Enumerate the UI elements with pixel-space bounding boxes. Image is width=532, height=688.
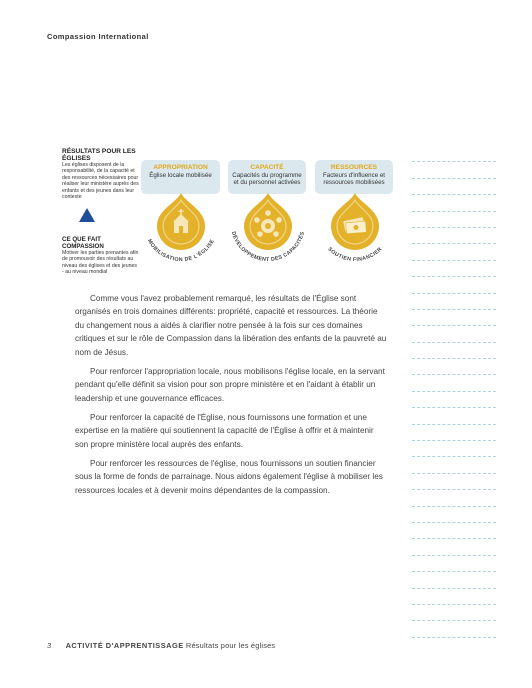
- note-line: [412, 162, 496, 178]
- note-line: [412, 605, 496, 621]
- note-line: [412, 375, 496, 391]
- footer-topic: Résultats pour les églises: [185, 641, 276, 650]
- results-text: Les églises disposent de la responsabilité, de la capacité et des ressources nécessaires pour réaliser leur ministère auprès des enfants et des jeunes dans leur contexte: [62, 162, 139, 201]
- note-line: [412, 179, 496, 195]
- box-subtitle: Église locale mobilisée: [149, 172, 212, 179]
- note-line: [412, 343, 496, 359]
- note-line: [412, 523, 496, 539]
- arc-label: DÉVELOPPEMENT DES CAPACITÉS: [229, 230, 307, 264]
- body-text: [75, 292, 388, 503]
- org-header: Compassion International: [47, 32, 149, 41]
- box-title: APPROPRIATION: [153, 164, 208, 171]
- paragraph: Comme vous l'avez probablement remarqué, les résultats de l'Église sont organisés en trois domaines différents: propriété, capacité et ressources. La théorie du changement nous a aidés à clarifier notre pensée à la fois sur ces domaines critiques et sur le rôle de Compassion dans la libération des enfants de la pauvreté au nom de Jésus.: [75, 294, 387, 357]
- results-heading: RÉSULTATS POUR LES ÉGLISES: [62, 148, 136, 162]
- what-text: Motiver les parties prenantes afin de promouvoir des résultats au niveau des églises et des jeunes - au niveau mondial: [62, 250, 139, 276]
- note-line: [412, 261, 496, 277]
- note-line: [412, 212, 496, 228]
- arc-label: MOBILISATION DE L'ÉGLISE: [146, 238, 216, 264]
- note-line: [412, 441, 496, 457]
- what-heading: CE QUE FAIT COMPASSION: [62, 236, 104, 250]
- arc-label: SOUTIEN FINANCIER: [326, 246, 384, 264]
- triangle-icon: [79, 208, 95, 222]
- results-block: [62, 148, 140, 200]
- note-line: [412, 539, 496, 555]
- note-line: [412, 556, 496, 572]
- drop-ressources: [326, 193, 383, 263]
- note-line: [412, 326, 496, 342]
- drops-graphic: [136, 186, 406, 272]
- box-title: CAPACITÉ: [250, 164, 284, 171]
- note-line: [412, 408, 496, 424]
- drop-appropriation: [146, 193, 216, 263]
- note-line: [412, 621, 496, 637]
- note-lines: [412, 146, 496, 638]
- note-line: [412, 457, 496, 473]
- note-line: [412, 572, 496, 588]
- paragraph: Pour renforcer l'appropriation locale, nous mobilisons l'église locale, en la servant pendant qu'elle définit sa vision pour son propre ministère et en l'aidant à établir un leadership et une gouvernance efficaces.: [75, 366, 385, 403]
- note-line: [412, 195, 496, 211]
- note-line: [412, 310, 496, 326]
- box-subtitle: Capacités du programme et du personnel activées: [232, 172, 302, 187]
- page-footer: [47, 641, 275, 650]
- drop-capacite: [230, 193, 306, 263]
- note-line: [412, 474, 496, 490]
- box-subtitle: Facteurs d'influence et ressources mobilisées: [322, 172, 386, 187]
- note-line: [412, 294, 496, 310]
- note-line: [412, 359, 496, 375]
- what-block: [62, 236, 140, 276]
- note-line: [412, 589, 496, 605]
- note-line: [412, 277, 496, 293]
- paragraph: Pour renforcer les ressources de l'église, nous fournissons un soutien financier sous la forme de fonds de parrainage. Nous aidons également l'église à mobiliser les ressources locales et à devenir moins dépendantes de la compassion.: [75, 458, 383, 495]
- note-line: [412, 425, 496, 441]
- note-line: [412, 392, 496, 408]
- footer-activity: ACTIVITÉ D'APPRENTISSAGE: [65, 641, 184, 650]
- note-line: [412, 146, 496, 162]
- paragraph: Pour renforcer la capacité de l'Église, nous fournissons une formation et une expertise en la matière qui soutiennent la capacité de l'Église à offrir et à maintenir son propre ministère local auprès des enfants.: [75, 412, 374, 449]
- note-line: [412, 228, 496, 244]
- note-line: [412, 244, 496, 260]
- page-number: 3: [47, 641, 52, 650]
- note-line: [412, 507, 496, 523]
- box-title: RESSOURCES: [330, 164, 378, 171]
- note-line: [412, 490, 496, 506]
